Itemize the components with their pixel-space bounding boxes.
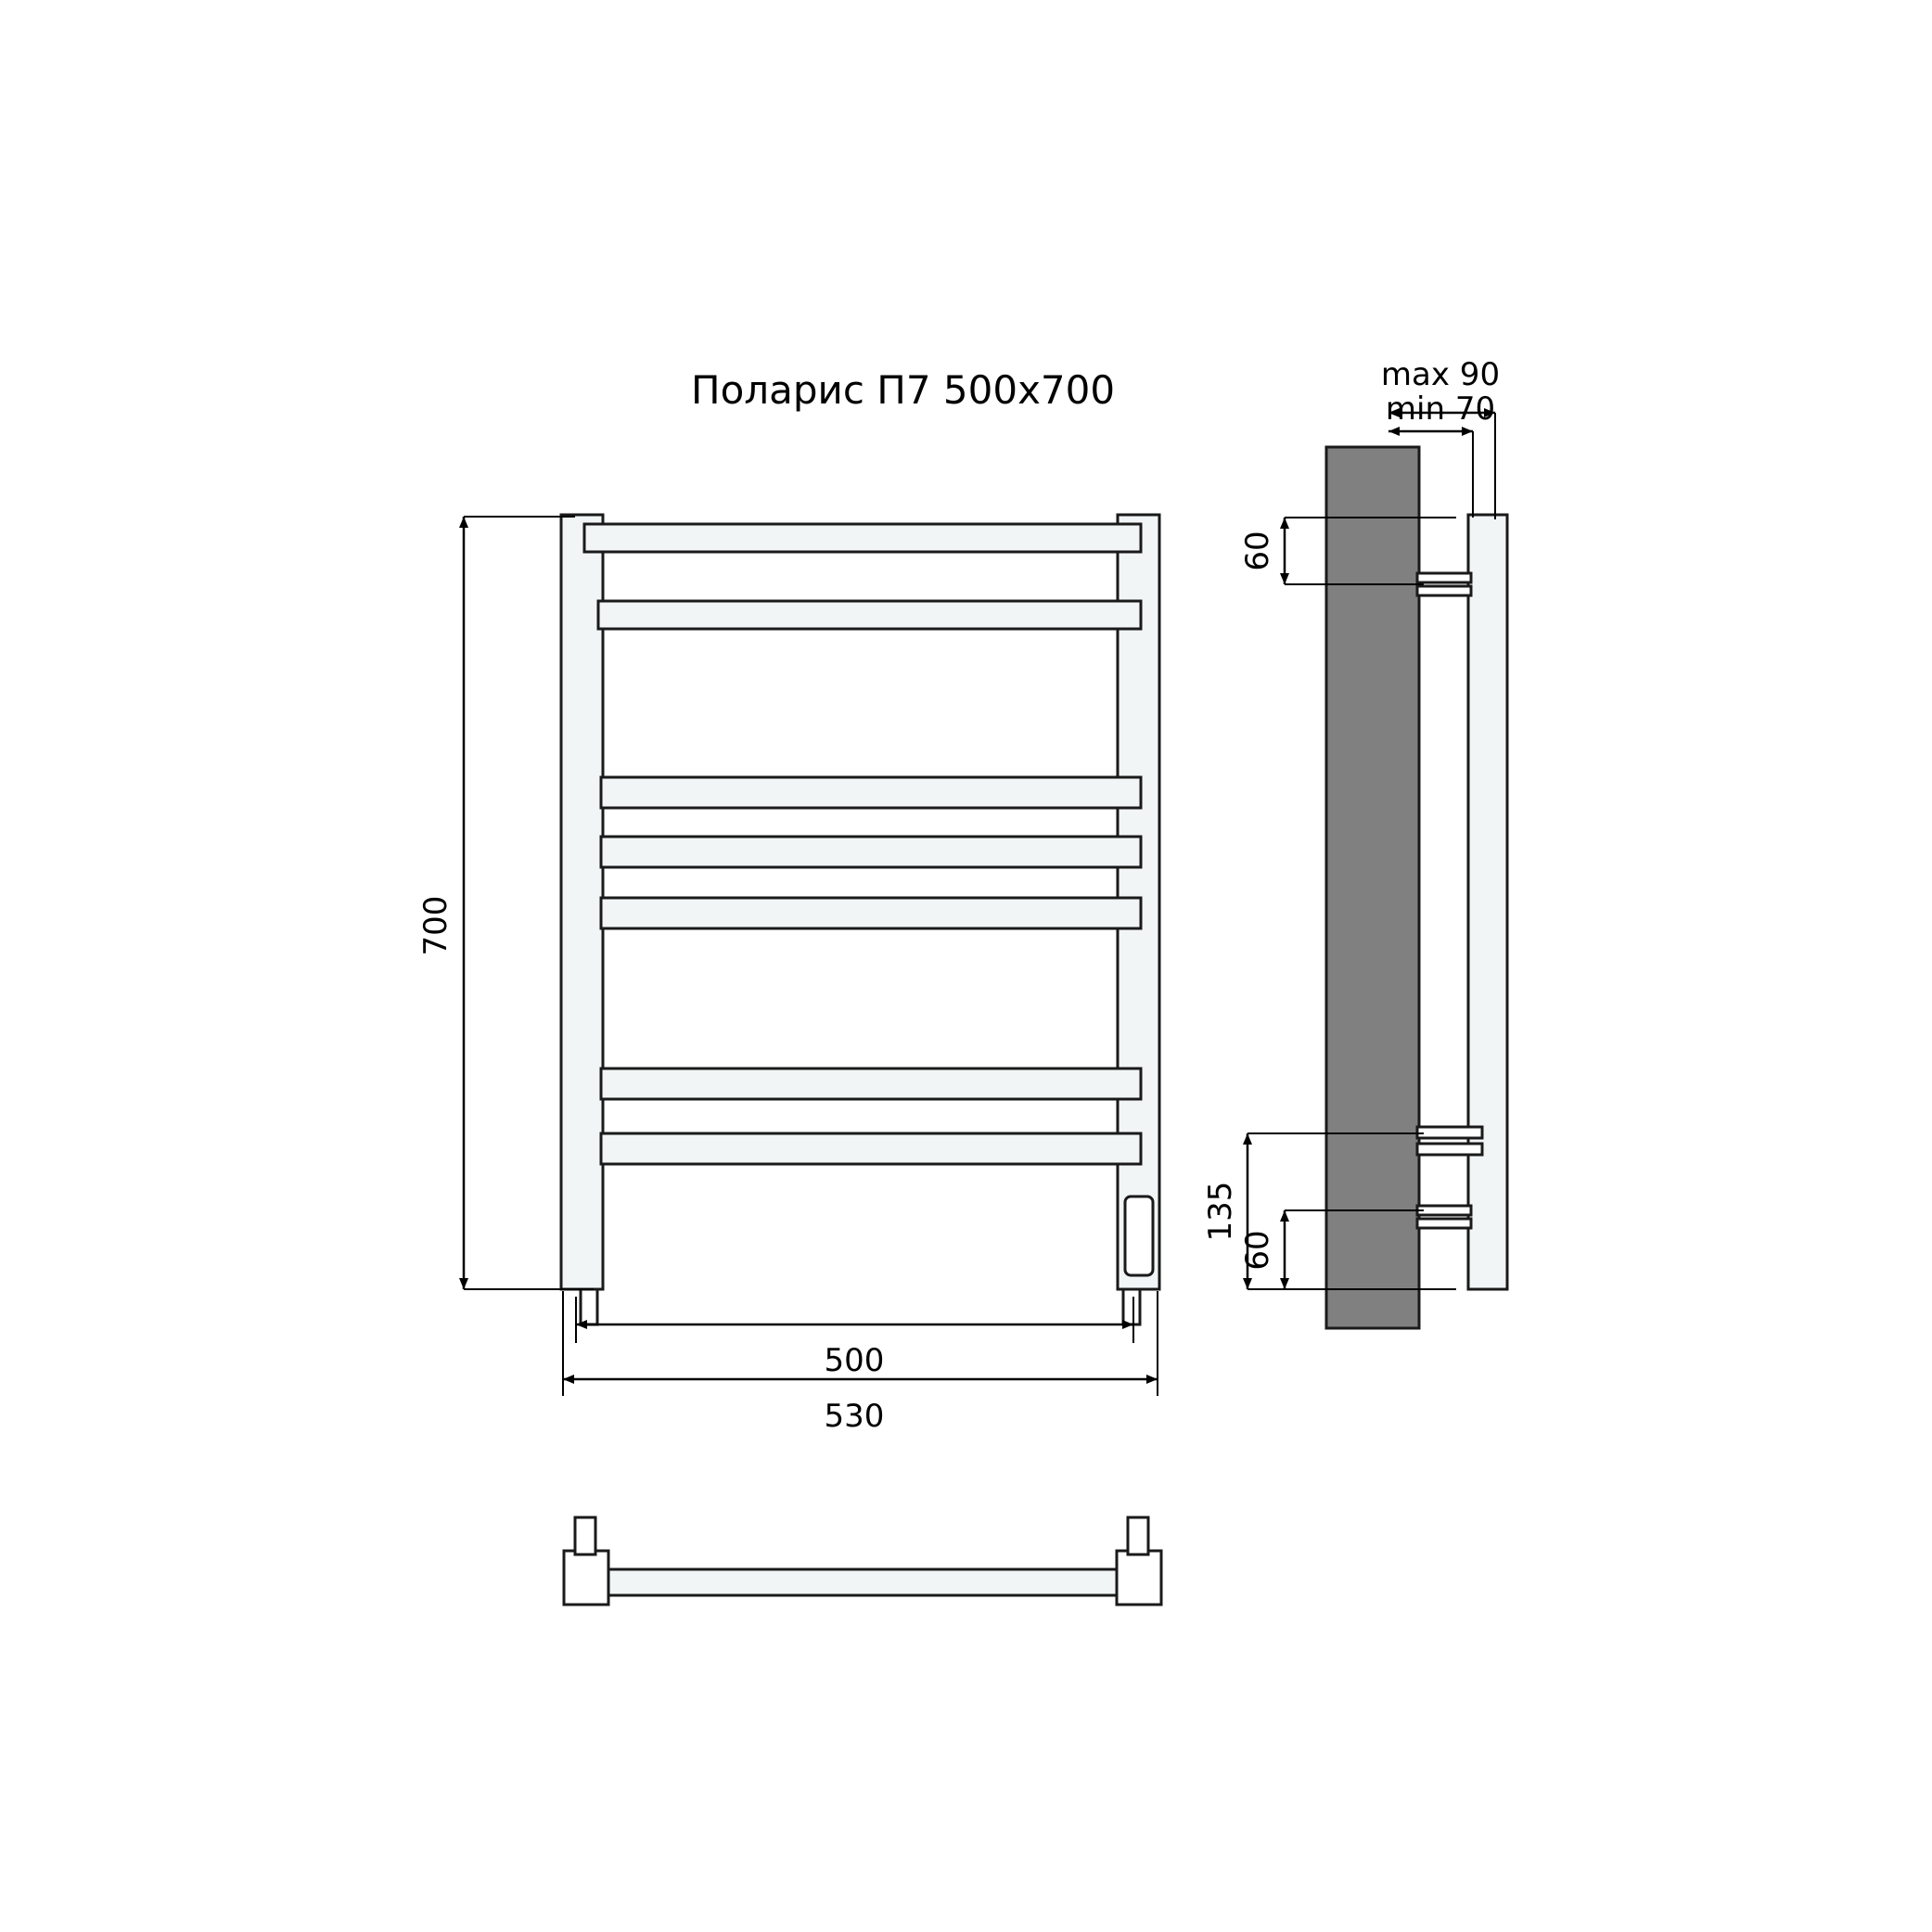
foot-left xyxy=(581,1289,597,1324)
wall-block xyxy=(1326,447,1419,1328)
plan-connector-left xyxy=(575,1517,595,1555)
dimension-label-height: 700 xyxy=(417,895,454,956)
control-module xyxy=(1125,1196,1153,1275)
plan-rail xyxy=(603,1569,1122,1595)
bracket-lower-bottom xyxy=(1417,1206,1471,1228)
dimension-label-max-90: max 90 xyxy=(1380,356,1501,393)
dimension-label-width-outer: 530 xyxy=(824,1398,885,1435)
side-elevation xyxy=(1202,356,1507,1328)
rail-group xyxy=(584,524,1141,1164)
dimension-label-min-70: min 70 xyxy=(1385,390,1496,428)
side-post xyxy=(1468,515,1507,1289)
page-title: Поларис П7 500x700 xyxy=(691,367,1116,413)
dimension-label-top-60: 60 xyxy=(1239,531,1276,571)
dimension-label-bottom-60: 60 xyxy=(1239,1230,1276,1271)
dimension-label-135: 135 xyxy=(1202,1181,1239,1242)
plan-post-left xyxy=(564,1551,608,1605)
dimension-label-width-inner: 500 xyxy=(824,1342,885,1379)
top-plan xyxy=(564,1517,1161,1605)
front-elevation xyxy=(417,515,1159,1435)
bracket-top xyxy=(1417,573,1471,595)
plan-connector-right xyxy=(1128,1517,1148,1555)
foot-right xyxy=(1123,1289,1140,1324)
plan-post-right xyxy=(1117,1551,1161,1605)
dimension-width-500 xyxy=(576,1297,1133,1379)
